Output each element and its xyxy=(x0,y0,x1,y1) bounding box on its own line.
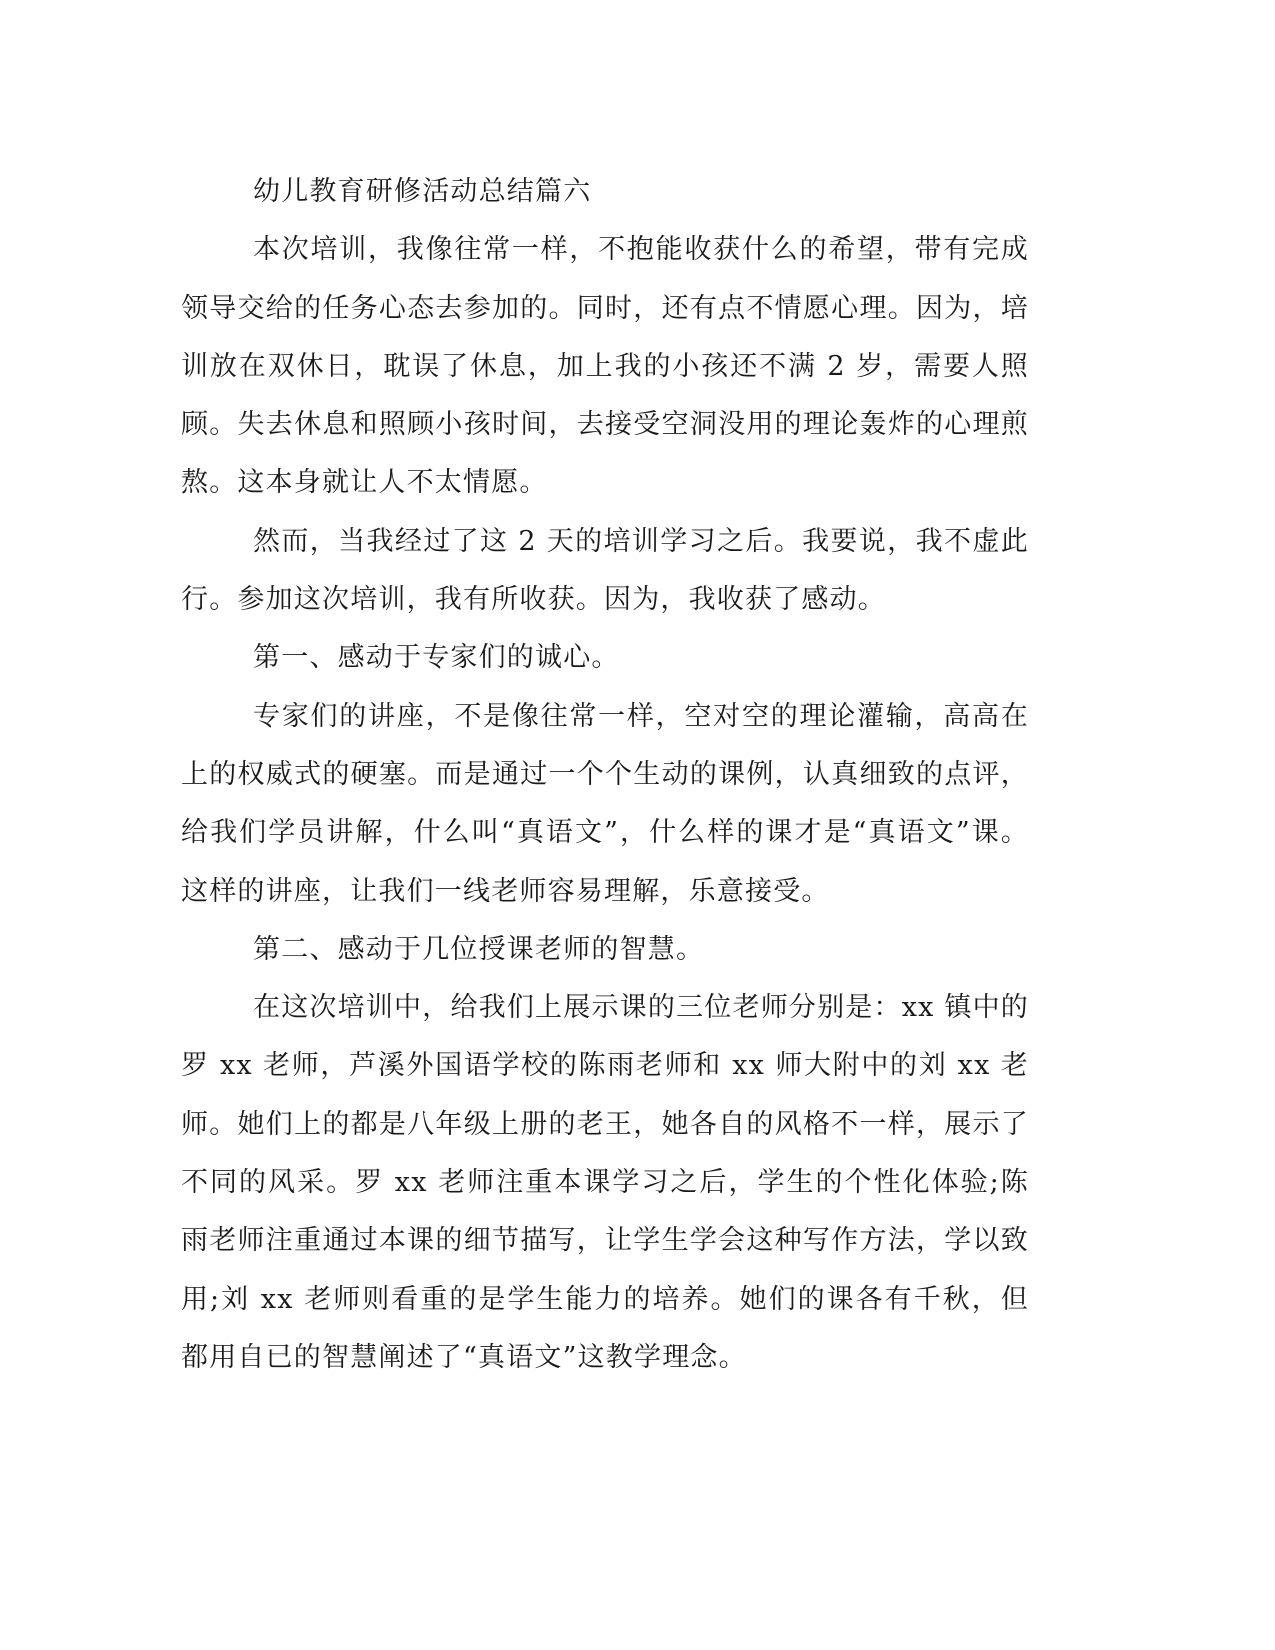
document-title: 幼儿教育研修活动总结篇六 xyxy=(253,176,592,207)
document-body xyxy=(181,163,1029,1387)
paragraph-teachers: 在这次培训中，给我们上展示课的三位老师分别是：xx 镇中的罗 xx 老师，芦溪外国语学校的陈雨老师和 xx 师大附中的刘 xx 老师。她们上的都是八年级上册的老王，她各自的风格不一样，展示了不同的风采。罗 xx 老师注重本课学习之后，学生的个性化体验;陈雨老师注重通过本课的细节描写，让学生学会这种写作方法，学以致用;刘 xx 老师则看重的是学生能力的培养。她们的课各有千秋，但都用自已的智慧阐述了“真语文”这教学理念。 xyxy=(181,992,1029,1373)
section-heading-second: 第二、感动于几位授课老师的智慧。 xyxy=(253,933,705,965)
paragraph-training-attitude: 本次培训，我像往常一样，不抱能收获什么的希望，带有完成领导交给的任务心态去参加的。同时，还有点不情愿心理。因为，培训放在双休日，耽误了休息，加上我的小孩还不满 2 岁，需要人照顾。失去休息和照顾小孩时间，去接受空洞没用的理论轰炸的心理煎熬。这本身就让人不太情愿。 xyxy=(181,234,1029,499)
paragraph-experts: 专家们的讲座，不是像往常一样，空对空的理论灌输，高高在上的权威式的硬塞。而是通过一个个生动的课例，认真细致的点评，给我们学员讲解，什么叫“真语文”，什么样的课才是“真语文”课。这样的讲座，让我们一线老师容易理解，乐意接受。 xyxy=(181,700,1029,907)
section-heading-first: 第一、感动于专家们的诚心。 xyxy=(253,642,620,674)
paragraph-gains: 然而，当我经过了这 2 天的培训学习之后。我要说，我不虚此行。参加这次培训，我有所收获。因为，我收获了感动。 xyxy=(181,525,1029,616)
